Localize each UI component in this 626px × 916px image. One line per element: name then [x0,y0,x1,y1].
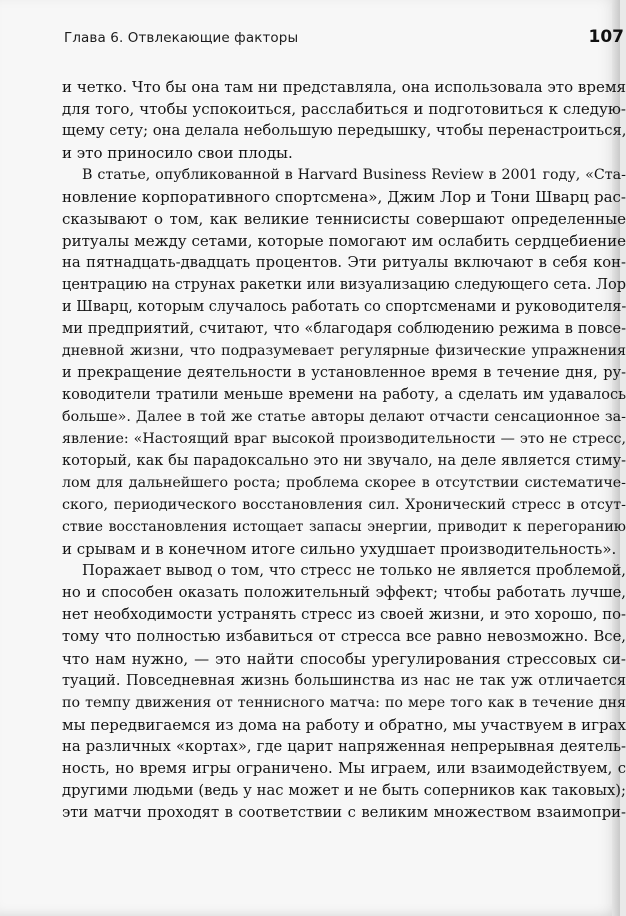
text-line: лом для дальнейшего роста; проблема скорее в отсутствии систематиче- [62,475,626,491]
text-line: и это приносило свои плоды. [62,144,293,162]
text-line: Поражает вывод о том, что стресс не только не является проблемой, [82,562,626,579]
text-line: ность, но время игры ограничено. Мы играем, или взаимодействуем, с [62,760,626,777]
chapter-title: Глава 6. Отвлекающие факторы [64,30,299,46]
text-line: эти матчи проходят в соответствии с великим множеством взаимопри- [62,804,626,821]
running-head [64,27,624,54]
text-line: что нам нужно, — это найти способы урегулирования стрессовых си- [62,650,626,668]
text-line: сказывают о том, как великие теннисисты совершают определенные [62,210,626,228]
text-line: по темпу движения от теннисного матча: по мере того как в течение дня [62,695,626,711]
text-line: и прекращение деятельности в установленное время в течение дня, ру- [62,365,626,381]
text-line: явление: «Настоящий враг высокой производительности — это не стресс, [62,431,626,447]
text-line: и четко. Что бы она там ни представляла, она использовала это время [62,78,626,96]
text-line: дневной жизни, что подразумевает регулярные физические упражнения [62,343,626,359]
text-line: и Шварц, которым случалось работать со спортсменами и руководителя- [62,299,626,315]
text-line: но и способен оказать положительный эффект; чтобы работать лучше, [62,584,626,601]
page-number: 107 [588,27,624,47]
text-line: больше». Далее в той же статье авторы делают отчасти сенсационное за- [62,409,626,425]
text-line: на пятнадцать-двадцать процентов. Эти ритуалы включают в себя кон- [62,254,626,271]
text-line: В статье, опубликованной в Harvard Business Review в 2001 году, «Ста- [82,167,626,183]
text-line: центрацию на струнах ракетки или визуализацию следующего сета. Лор [62,277,626,293]
text-line: который, как бы парадоксально это ни звучало, на деле является стиму- [62,453,626,469]
text-line: для того, чтобы успокоиться, расслабиться и подготовиться к следую- [62,100,626,118]
text-line: щему сету; она делала небольшую передышку, чтобы перенастроиться, [62,122,626,139]
text-line: и срывам и в конечном итоге сильно ухудшает производительность». [62,540,617,558]
text-line: тому что полностью избавиться от стресса все равно невозможно. Все, [62,628,626,645]
text-line: другими людьми (ведь у нас может и не быть соперников как таковых); [62,782,626,799]
text-line: нет необходимости устранять стресс из своей жизни, и это хорошо, по- [62,606,626,623]
text-line: новление корпоративного спортсмена», Джим Лор и Тони Шварц рас- [62,188,626,206]
body-text [62,76,626,824]
text-line: ководители тратили меньше времени на работу, а сделать им удавалось [62,387,626,403]
paragraph-3 [62,560,626,824]
paragraph-2 [62,164,626,560]
text-line: ритуалы между сетами, которые помогают им ослабить сердцебиение [62,232,626,250]
text-line: ского, периодического восстановления сил. Хронический стресс в отсут- [62,497,626,513]
text-line: туаций. Повседневная жизнь большинства из нас не так уж отличается [62,673,626,689]
paragraph-1 [62,76,626,164]
text-line: на различных «кортах», где царит напряженная непрерывная деятель- [62,738,626,755]
text-line: ми предприятий, считают, что «благодаря соблюдению режима в повсе- [62,321,626,337]
text-line: ствие восстановления истощает запасы энергии, приводит к перегоранию [62,519,626,535]
text-line: мы передвигаемся из дома на работу и обратно, мы участвуем в играх [62,716,626,734]
